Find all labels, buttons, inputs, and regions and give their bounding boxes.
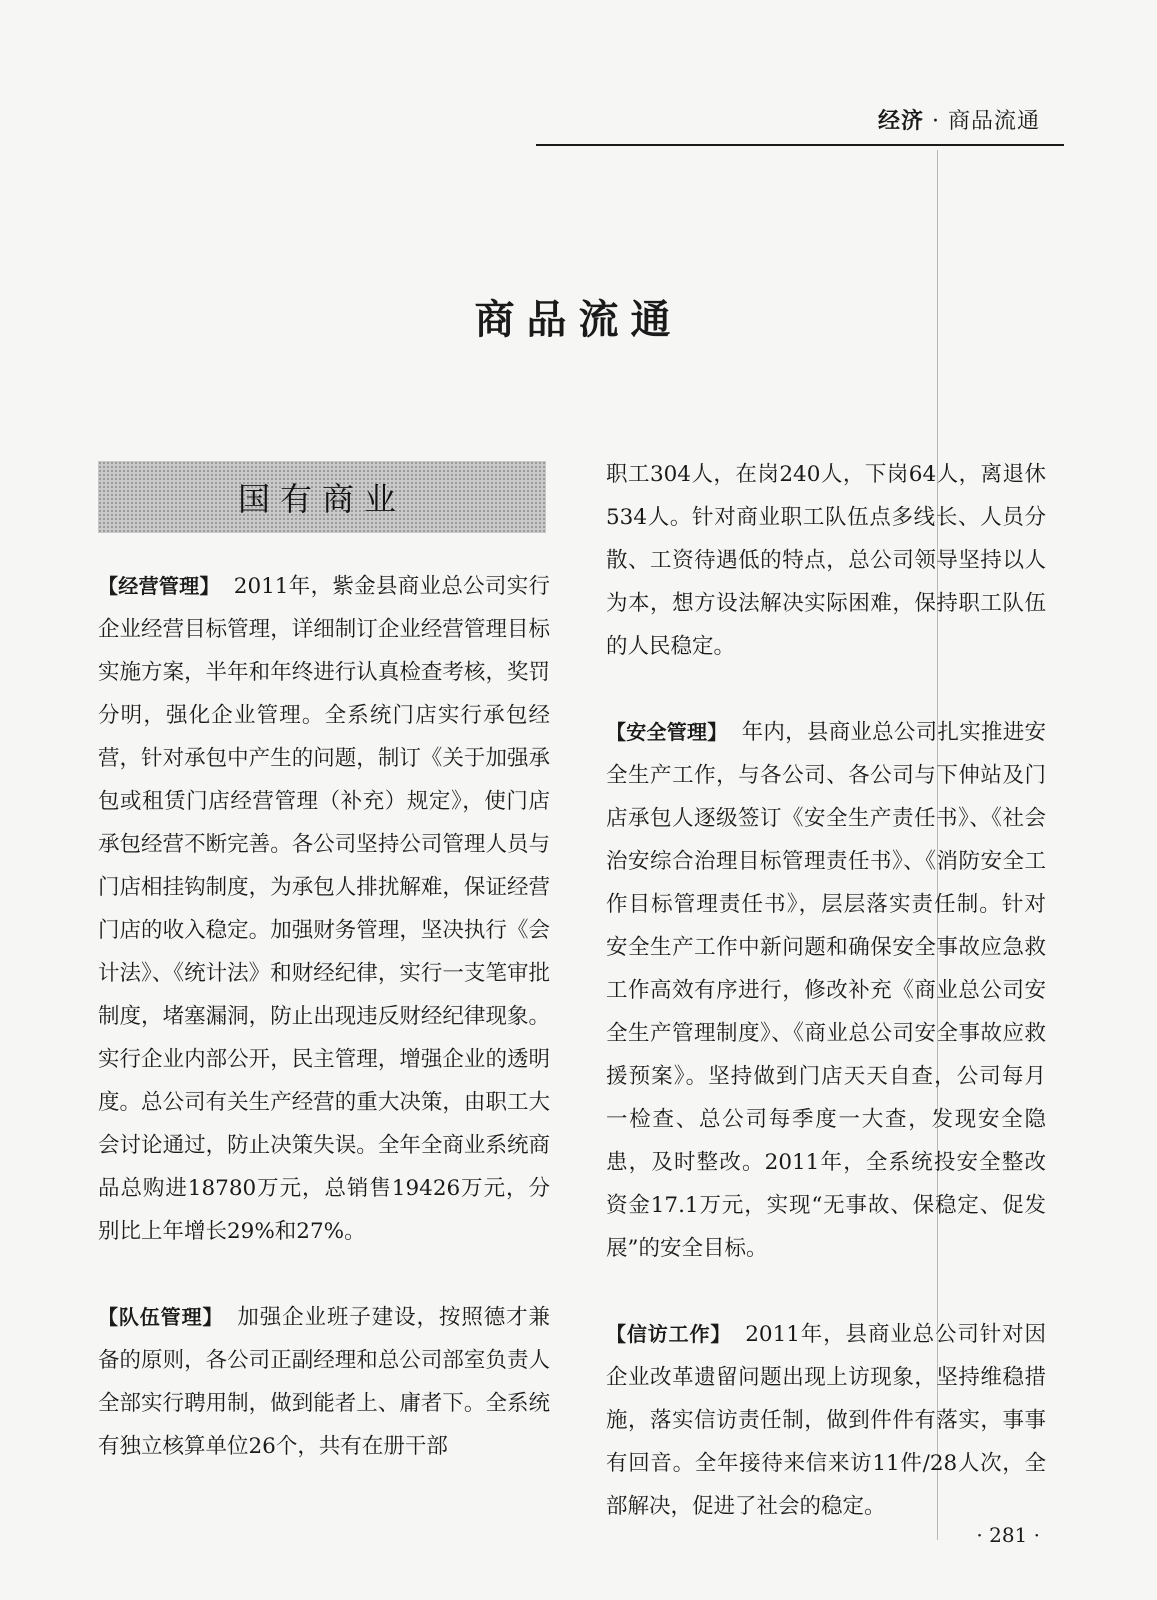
paragraph-text: 年内，县商业总公司扎实推进安全生产工作，与各公司、各公司与下伸站及门店承包人逐级签订《安全生产责任书》、《社会治安综合治理目标管理责任书》、《消防安全工作目标管理责任书》，层层落实责任制。针对安全生产工作中新问题和确保安全事故应急救工作高效有序进行，修改补充《商业总公司安全生产管理制度》、《商业总公司安全事故应救援预案》。坚持做到门店天天自查，公司每月一检查、总公司每季度一大查，发现安全隐患，及时整改。2011年，全系统投安全整改资金17.1万元，实现“无事故、保稳定、促发展”的安全目标。 [606,720,1046,1261]
paragraph-text: 职工304人，在岗240人，下岗64人，离退休534人。针对商业职工队伍点多线长、人员分散、工资待遇低的特点，总公司领导坚持以人为本，想方设法解决实际困难，保持职工队伍的人民稳定。 [606,462,1046,659]
paragraph-text: 2011年，紫金县商业总公司实行企业经营目标管理，详细制订企业经营管理目标实施方案，半年和年终进行认真检查考核，奖罚分明，强化企业管理。全系统门店实行承包经营，针对承包中产生的问题，制订《关于加强承包或租赁门店经营管理（补充）规定》，使门店承包经营不断完善。各公司坚持公司管理人员与门店相挂钩制度，为承包人排扰解难，保证经营门店的收入稳定。加强财务管理，坚决执行《会计法》、《统计法》和财经纪律，实行一支笔审批制度，堵塞漏洞，防止出现违反财经纪律现象。实行企业内部公开，民主管理，增强企业的透明度。总公司有关生产经营的重大决策，由职工大会讨论通过，防止决策失误。全年全商业系统商品总购进18780万元，总销售19426万元，分别比上年增长29%和27%。 [98,574,551,1244]
paragraph-petitions-work [606,1313,1046,1528]
paragraph-heading: 【安全管理】 [606,720,728,744]
page-title: 商品流通 [474,296,683,343]
paragraph-text: 加强企业班子建设，按照德才兼备的原则，各公司正副经理和总公司部室负责人全部实行聘用制，做到能者上、庸者下。全系统有独立核算单位26个，共有在册干部 [98,1305,550,1459]
right-column [606,453,1046,1528]
section-heading-box [98,461,546,533]
paragraph-staff-management-continued [606,453,1046,668]
page-number: · 281 · [976,1523,1040,1547]
paragraph-heading: 【队伍管理】 [98,1305,224,1329]
paragraph-safety-management [606,711,1046,1270]
paragraph-staff-management [98,1296,550,1468]
paragraph-heading: 【经营管理】 [98,574,220,598]
paragraph-business-management [98,565,550,1253]
running-head [640,104,1040,135]
left-column [98,565,550,1468]
header-rule [536,144,1064,146]
running-head-subsection: 商品流通 [947,109,1040,134]
paragraph-heading: 【信访工作】 [606,1322,732,1346]
paragraph-text: 2011年，县商业总公司针对因企业改革遗留问题出现上访现象，坚持维稳措施，落实信访责任制，做到件件有落实，事事有回音。全年接待来信来访11件/28人次，全部解决，促进了社会的稳定。 [606,1322,1047,1519]
running-head-section: 经济 [877,108,924,134]
section-heading: 国有商业 [237,480,406,518]
running-head-separator: · [924,109,948,134]
